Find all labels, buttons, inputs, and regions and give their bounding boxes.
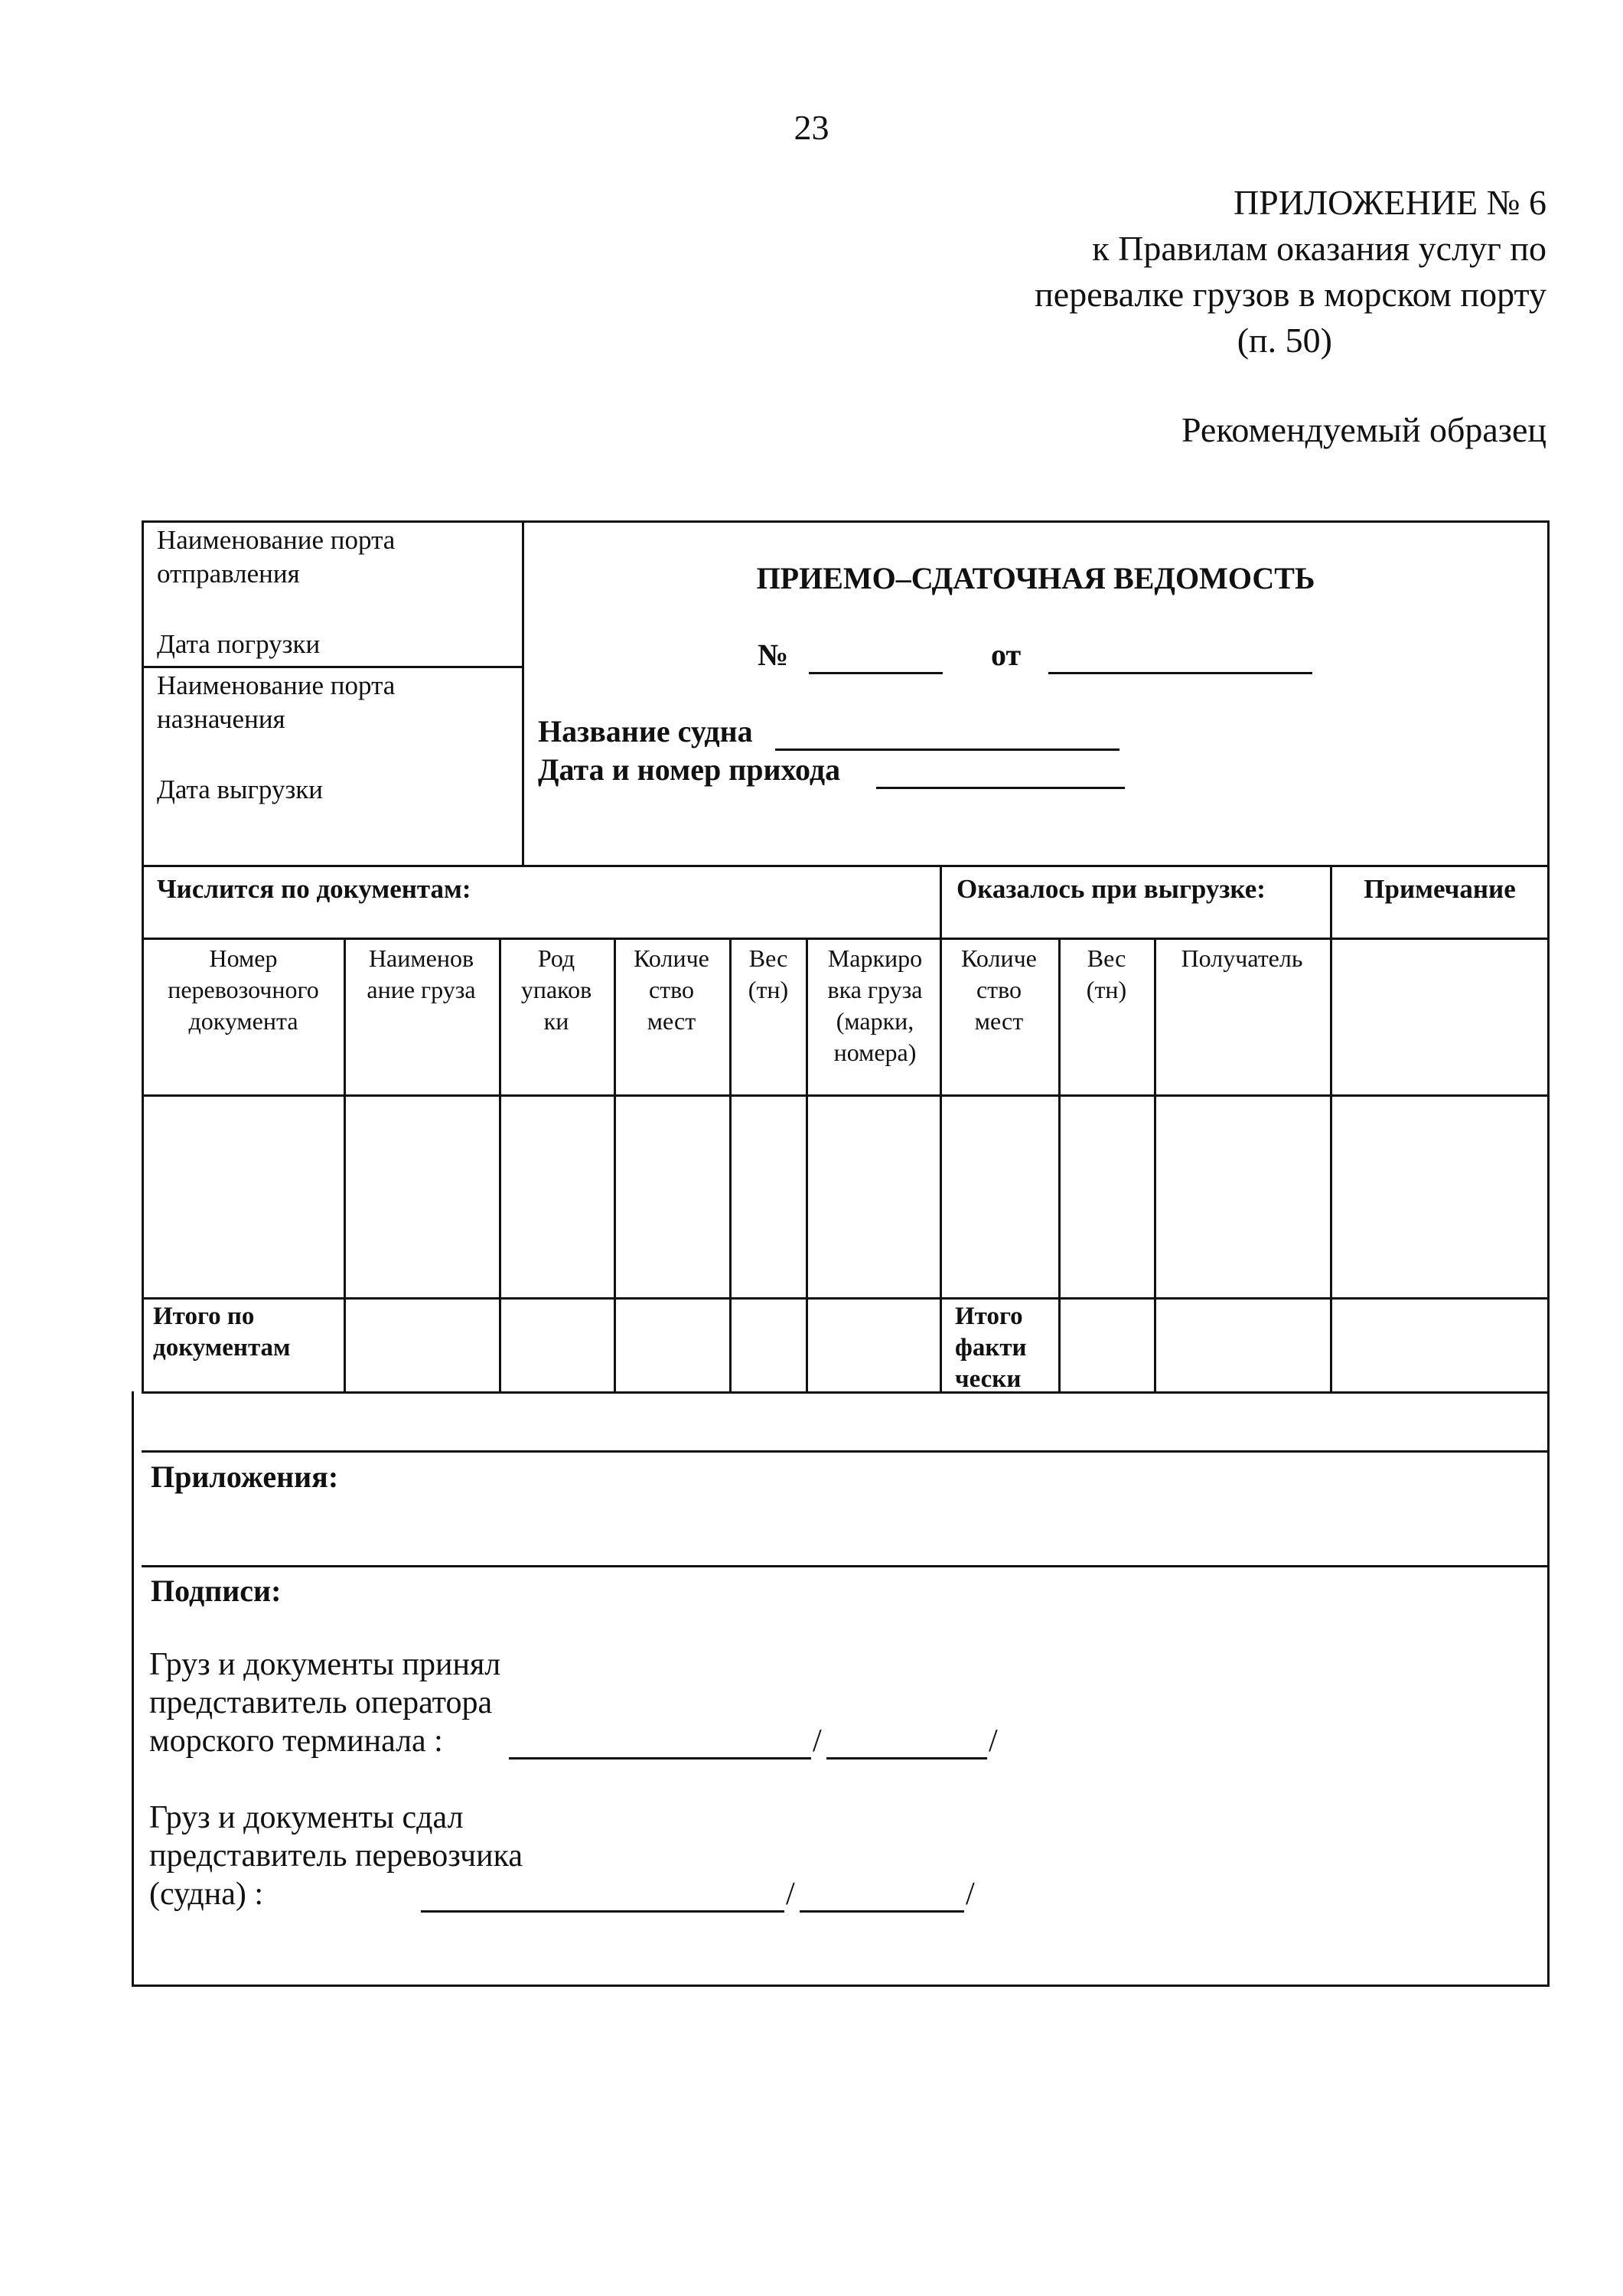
- signatures-label: Подписи:: [151, 1574, 282, 1608]
- column-header: Вес (тн): [748, 944, 789, 1003]
- by-documents-heading: Числится по документам:: [157, 874, 471, 904]
- document-number-label: №: [758, 638, 789, 672]
- at-unloading-heading: Оказалось при выгрузке:: [957, 874, 1266, 904]
- sender-line-1: Груз и документы сдал: [149, 1800, 464, 1835]
- sender-slash-2: /: [966, 1877, 975, 1912]
- column-header: Род упаков ки: [520, 944, 592, 1035]
- document-title: ПРИЕМО–СДАТОЧНАЯ ВЕДОМОСТЬ: [756, 561, 1315, 595]
- sender-signature-field[interactable]: [421, 1884, 784, 1913]
- receiver-line-1: Груз и документы принял: [149, 1647, 501, 1682]
- total-actual-label: Итого факти чески: [955, 1303, 1027, 1393]
- document-date-from-label: от: [991, 638, 1022, 672]
- note-heading: Примечание: [1364, 874, 1516, 904]
- column-header: Наименов ание груза: [367, 944, 476, 1003]
- receiver-line-2: представитель оператора: [149, 1685, 493, 1720]
- attachments-label: Приложения:: [151, 1459, 339, 1494]
- departure-port-label: Наименование порта отправления: [157, 525, 396, 589]
- sender-slash-1: /: [786, 1877, 795, 1912]
- sender-name-field[interactable]: [800, 1884, 964, 1913]
- appendix-header: [858, 180, 1546, 364]
- unloading-date-label: Дата выгрузки: [157, 775, 324, 804]
- column-header: Количе ство мест: [961, 944, 1037, 1035]
- column-header: Маркиро вка груза (марки, номера): [827, 944, 923, 1066]
- ship-name-label: Название судна: [538, 714, 753, 748]
- receiver-name-field[interactable]: [826, 1731, 987, 1760]
- column-header: Получатель: [1181, 944, 1303, 972]
- receiver-slash-2: /: [989, 1724, 998, 1759]
- ship-name-field[interactable]: [775, 722, 1119, 751]
- sender-line-3: (судна) :: [149, 1877, 264, 1912]
- document-date-field[interactable]: [1048, 646, 1312, 674]
- appendix-title: ПРИЛОЖЕНИЕ № 6: [1233, 183, 1546, 222]
- sender-line-2: представитель перевозчика: [149, 1838, 523, 1874]
- receiver-slash-1: /: [813, 1724, 822, 1759]
- loading-date-label: Дата погрузки: [157, 629, 321, 659]
- receiver-signature-field[interactable]: [509, 1731, 811, 1760]
- sample-label: Рекомендуемый образец: [1181, 410, 1546, 449]
- column-header: Номер перевозочного документа: [168, 944, 319, 1035]
- arrival-date-number-field[interactable]: [876, 761, 1125, 789]
- column-header: Количе ство мест: [634, 944, 709, 1035]
- appendix-line-2: перевалке грузов в морском порту: [1035, 275, 1546, 314]
- receiver-line-3: морского терминала :: [149, 1724, 443, 1759]
- arrival-date-number-label: Дата и номер прихода: [538, 752, 841, 787]
- page-number: 23: [794, 108, 829, 147]
- appendix-line-1: к Правилам оказания услуг по: [1092, 229, 1546, 268]
- total-by-documents-label: Итого по документам: [153, 1303, 291, 1362]
- appendix-reference: (п. 50): [1237, 321, 1332, 360]
- column-header: Вес (тн): [1086, 944, 1127, 1003]
- destination-port-label: Наименование порта назначения: [157, 670, 396, 734]
- document-number-field[interactable]: [809, 646, 943, 674]
